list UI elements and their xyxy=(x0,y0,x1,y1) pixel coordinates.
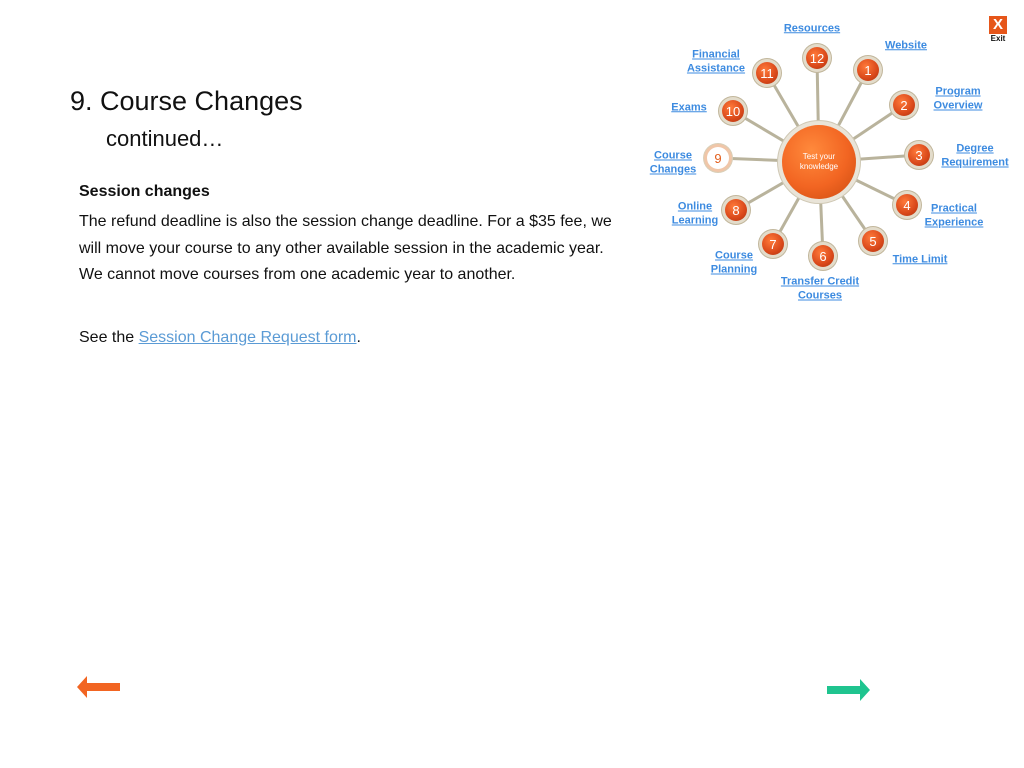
wheel-node-12[interactable]: 12 xyxy=(806,47,828,69)
wheel-label-7[interactable]: Course Planning xyxy=(710,249,758,275)
wheel-label-3[interactable]: Degree Requirement xyxy=(941,142,1009,168)
see-also-line xyxy=(79,325,639,352)
right-arrow-icon xyxy=(827,679,870,701)
close-icon: X xyxy=(989,16,1007,34)
wheel-node-10[interactable]: 10 xyxy=(722,100,744,122)
wheel-label-11[interactable]: Financial Assistance xyxy=(686,48,746,74)
wheel-node-9[interactable]: 9 xyxy=(707,147,729,169)
wheel-label-10[interactable]: Exams xyxy=(671,101,707,114)
wheel-label-4[interactable]: Practical Experience xyxy=(924,202,984,228)
exit-label: Exit xyxy=(990,34,1006,43)
page-title: 9. Course Changes xyxy=(70,86,303,116)
wheel-label-12[interactable]: Resources xyxy=(783,22,841,35)
wheel-label-1[interactable]: Website xyxy=(885,39,927,52)
exit-button[interactable] xyxy=(986,16,1010,46)
session-change-request-link[interactable]: Session Change Request form xyxy=(138,328,357,346)
section-body: The refund deadline is also the session change deadline. For a $35 fee, we will move your course to any other available session in the academic year. We cannot move courses from one academic year to another. xyxy=(79,213,612,283)
left-arrow-icon xyxy=(77,676,120,698)
next-arrow-button[interactable] xyxy=(827,679,871,701)
wheel-label-5[interactable]: Time Limit xyxy=(892,253,948,266)
wheel-node-3[interactable]: 3 xyxy=(908,144,930,166)
back-arrow-button[interactable] xyxy=(77,676,121,698)
navigation-wheel xyxy=(640,15,1024,315)
hub-label-line2: knowledge xyxy=(799,162,839,171)
wheel-node-7[interactable]: 7 xyxy=(762,233,784,255)
wheel-node-2[interactable]: 2 xyxy=(893,94,915,116)
wheel-node-8[interactable]: 8 xyxy=(725,199,747,221)
see-suffix: . xyxy=(356,328,361,346)
wheel-label-2[interactable]: Program Overview xyxy=(933,85,983,111)
wheel-node-4[interactable]: 4 xyxy=(896,194,918,216)
test-your-knowledge-hub[interactable] xyxy=(782,125,856,199)
section-heading: Session changes xyxy=(79,183,210,200)
wheel-node-6[interactable]: 6 xyxy=(812,245,834,267)
wheel-node-5[interactable]: 5 xyxy=(862,230,884,252)
see-prefix: See the xyxy=(79,328,139,346)
hub-label-line1: Test your xyxy=(802,152,836,161)
wheel-label-8[interactable]: Online Learning xyxy=(671,200,719,226)
wheel-label-6[interactable]: Transfer Credit Courses xyxy=(780,275,860,301)
page-subtitle: continued… xyxy=(106,126,224,151)
wheel-node-11[interactable]: 11 xyxy=(756,62,778,84)
wheel-label-9[interactable]: Course Changes xyxy=(649,149,697,175)
wheel-node-1[interactable]: 1 xyxy=(857,59,879,81)
content-section xyxy=(79,183,639,351)
